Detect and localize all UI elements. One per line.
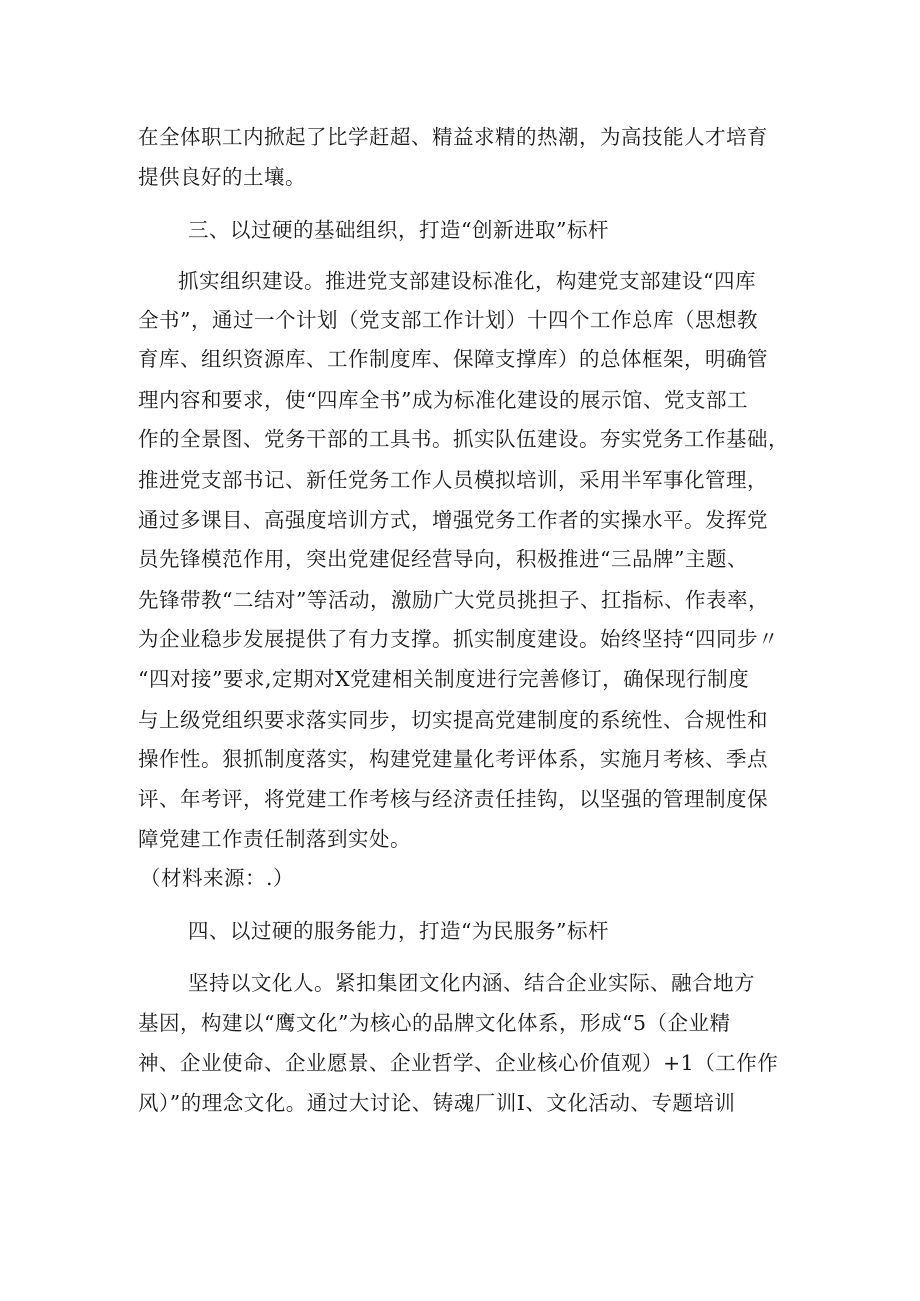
body-text-line: 与上级党组织要求落实同步，切实提高党建制度的系统性、合规性和 xyxy=(138,708,768,732)
body-text-line: 提供良好的土壤。 xyxy=(138,165,306,189)
body-text-line: 员先锋模范作用，突出党建促经营导向，积极推进“三品牌”主题、 xyxy=(138,547,748,571)
section-heading: 三、以过硬的基础组织，打造“创新进取”标杆 xyxy=(188,218,609,242)
body-text-line: 为企业稳步发展提供了有力支撑。抓实制度建设。始终坚持“四同步〃 xyxy=(138,627,779,651)
body-text-line: 理内容和要求，使“四库全书”成为标准化建设的展示馆、党支部工 xyxy=(138,388,748,412)
body-text-line: 先锋带教“二结对”等活动，激励广大党员挑担子、扛指标、作表率， xyxy=(138,588,769,612)
body-text-line: 评、年考评，将党建工作考核与经济责任挂钩，以坚强的管理制度保 xyxy=(138,787,768,811)
body-text-line: 通过多课目、高强度培训方式，增强党务工作者的实操水平。发挥党 xyxy=(138,508,768,532)
body-text-line: 风）”的理念文化。通过大讨论、铸魂厂训I、文化活动、专题培训 xyxy=(138,1091,736,1115)
body-text-line: 障党建工作责任制落到实处。 xyxy=(138,827,411,851)
body-text-line: 抓实组织建设。推进党支部建设标准化，构建党支部建设“四库 xyxy=(178,269,756,293)
body-text-line: 操作性。狠抓制度落实，构建党建量化考评体系，实施月考核、季点 xyxy=(138,747,768,771)
body-text-line: 作的全景图、党务干部的工具书。抓实队伍建设。夯实党务工作基础， xyxy=(138,427,789,451)
body-text-line: 全书”，通过一个计划（党支部工作计划）十四个工作总库（思想教 xyxy=(138,308,758,332)
body-text-line: 基因，构建以“鹰文化”为核心的品牌文化体系，形成“5（企业精 xyxy=(138,1011,731,1035)
body-text-line: “四对接”要求,定期对X党建相关制度进行完善修订，确保现行制度 xyxy=(138,667,750,691)
body-text-line: 在全体职工内掀起了比学赶超、精益求精的热潮，为高技能人才培育 xyxy=(138,125,768,149)
source-note: （材料来源：.） xyxy=(140,866,295,890)
body-text-line: 坚持以文化人。紧扣集团文化内涵、结合企业实际、融合地方 xyxy=(188,971,755,995)
body-text-line: 推进党支部书记、新任党务工作人员模拟培训，采用半军事化管理， xyxy=(138,468,768,492)
body-text-line: 育库、组织资源库、工作制度库、保障支撑库）的总体框架，明确管 xyxy=(138,347,768,371)
section-heading: 四、以过硬的服务能力，打造“为民服务”标杆 xyxy=(188,919,609,943)
body-text-line: 神、企业使命、企业愿景、企业哲学、企业核心价值观）+1（工作作 xyxy=(138,1051,779,1075)
